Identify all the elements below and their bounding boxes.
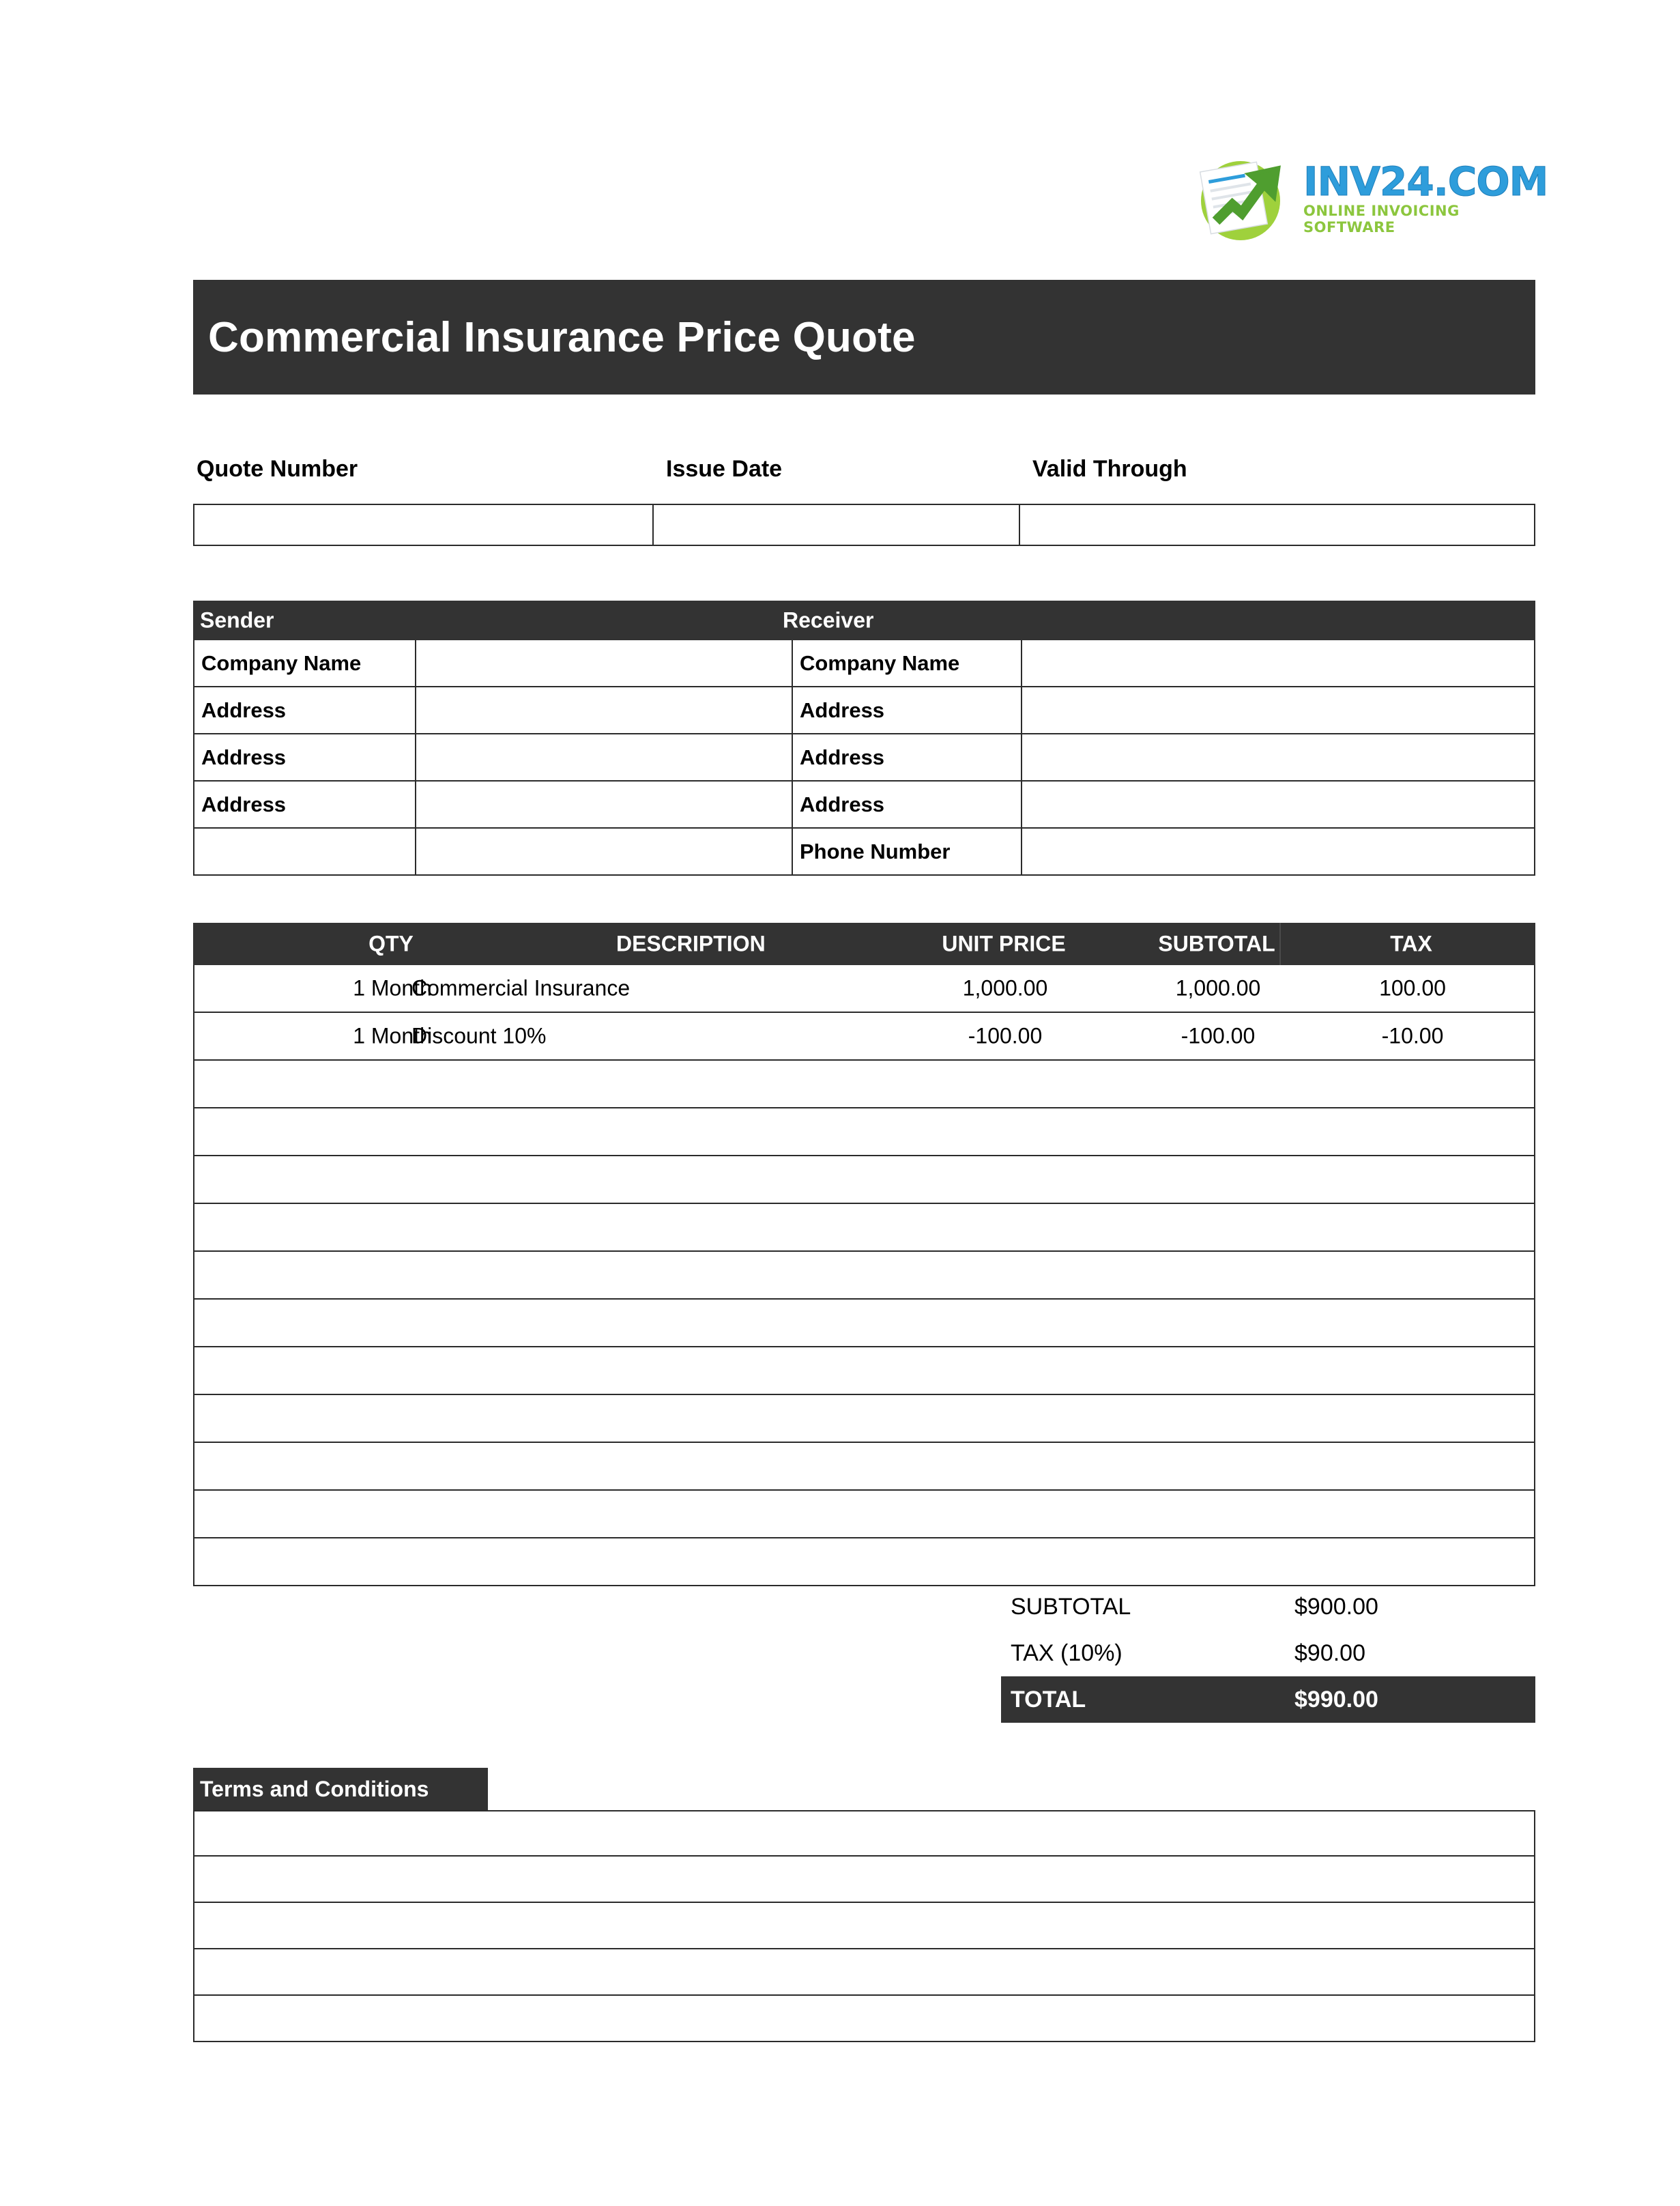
tax-value: $90.00 (1294, 1639, 1365, 1666)
terms-line[interactable] (193, 1810, 1535, 1857)
receiver-address-1-input[interactable] (1021, 687, 1535, 734)
receiver-address-2-input[interactable] (1021, 734, 1535, 782)
receiver-address-3-input[interactable] (1021, 782, 1535, 829)
page-title: Commercial Insurance Price Quote (208, 313, 916, 361)
table-row[interactable] (193, 1395, 1535, 1443)
party-row (193, 687, 1535, 734)
party-row (193, 734, 1535, 782)
valid-through-input[interactable] (1020, 505, 1534, 545)
table-row[interactable] (193, 1347, 1535, 1395)
sender-address-1-input[interactable] (415, 687, 792, 734)
brand-wordmark (1303, 158, 1548, 235)
table-row[interactable] (193, 1204, 1535, 1252)
receiver-header-label: Receiver (783, 607, 874, 633)
item-unit-price: -100.00 (968, 1023, 1043, 1048)
item-qty: 1 Month (353, 1023, 432, 1048)
brand-tagline: ONLINE INVOICING SOFTWARE (1303, 202, 1460, 235)
subtotal-label: SUBTOTAL (1011, 1593, 1131, 1620)
column-header-tax: TAX (1390, 931, 1432, 956)
column-header-description: DESCRIPTION (616, 931, 766, 956)
table-row[interactable] (193, 1013, 1535, 1061)
valid-through-label: Valid Through (1032, 456, 1187, 482)
sender-extra-input[interactable] (415, 829, 792, 876)
sender-company-name-label: Company Name (193, 640, 415, 687)
table-row[interactable] (193, 1252, 1535, 1300)
receiver-address-2-label: Address (792, 734, 1021, 782)
items-table-body (193, 965, 1535, 1586)
table-row[interactable] (193, 965, 1535, 1013)
grand-total-row (1001, 1676, 1535, 1723)
sender-address-2-label: Address (193, 734, 415, 782)
table-row[interactable] (193, 1156, 1535, 1204)
table-row[interactable] (193, 1300, 1535, 1347)
receiver-company-name-input[interactable] (1021, 640, 1535, 687)
table-row[interactable] (193, 1061, 1535, 1108)
sender-address-2-input[interactable] (415, 734, 792, 782)
receiver-address-1-label: Address (792, 687, 1021, 734)
party-row (193, 829, 1535, 876)
table-row[interactable] (193, 1491, 1535, 1538)
sender-address-3-input[interactable] (415, 782, 792, 829)
terms-body (193, 1810, 1535, 2042)
terms-line[interactable] (193, 1949, 1535, 1996)
table-row[interactable] (193, 1443, 1535, 1491)
quote-number-input[interactable] (194, 505, 654, 545)
item-qty: 1 Month (353, 975, 432, 1001)
parties-grid (193, 640, 1535, 876)
tax-row (1001, 1630, 1535, 1676)
item-subtotal: 1,000.00 (1175, 975, 1261, 1001)
column-header-qty: QTY (368, 931, 414, 956)
item-subtotal: -100.00 (1181, 1023, 1256, 1048)
subtotal-value: $900.00 (1294, 1593, 1378, 1620)
terms-line[interactable] (193, 1996, 1535, 2042)
receiver-phone-number-input[interactable] (1021, 829, 1535, 876)
column-divider (1279, 923, 1281, 965)
sender-company-name-input[interactable] (415, 640, 792, 687)
sender-header-label: Sender (200, 607, 274, 633)
sender-address-3-label: Address (193, 782, 415, 829)
item-description: Discount 10% (411, 1023, 547, 1048)
receiver-phone-number-label: Phone Number (792, 829, 1021, 876)
quote-meta-fields (193, 504, 1535, 546)
grand-total-label: TOTAL (1011, 1686, 1086, 1713)
party-row (193, 782, 1535, 829)
issue-date-label: Issue Date (666, 456, 783, 482)
column-header-unit-price: UNIT PRICE (942, 931, 1066, 956)
invoice-chart-logo-icon (1193, 156, 1297, 243)
column-header-subtotal: SUBTOTAL (1158, 931, 1275, 956)
terms-line[interactable] (193, 1903, 1535, 1949)
item-tax: 100.00 (1379, 975, 1446, 1001)
receiver-address-3-label: Address (792, 782, 1021, 829)
brand-logo (1193, 156, 1548, 243)
issue-date-input[interactable] (654, 505, 1020, 545)
table-row[interactable] (193, 1108, 1535, 1156)
sender-extra-label (193, 829, 415, 876)
party-row (193, 640, 1535, 687)
item-tax: -10.00 (1381, 1023, 1444, 1048)
terms-header-bar (193, 1768, 488, 1810)
brand-name: INV24.COM (1303, 158, 1548, 205)
item-unit-price: 1,000.00 (962, 975, 1048, 1001)
subtotal-row (1001, 1584, 1535, 1630)
quote-meta-labels (193, 456, 1535, 491)
terms-header-label: Terms and Conditions (200, 1776, 429, 1801)
quote-number-label: Quote Number (197, 456, 358, 482)
document-title-banner (193, 280, 1535, 395)
parties-header-bar (193, 601, 1535, 640)
items-table-header (193, 923, 1535, 965)
grand-total-value: $990.00 (1294, 1686, 1378, 1713)
tax-label: TAX (10%) (1011, 1639, 1123, 1666)
table-row[interactable] (193, 1538, 1535, 1586)
receiver-company-name-label: Company Name (792, 640, 1021, 687)
item-description: Commercial Insurance (411, 975, 631, 1001)
sender-address-1-label: Address (193, 687, 415, 734)
totals-section (1001, 1584, 1535, 1723)
terms-line[interactable] (193, 1857, 1535, 1903)
